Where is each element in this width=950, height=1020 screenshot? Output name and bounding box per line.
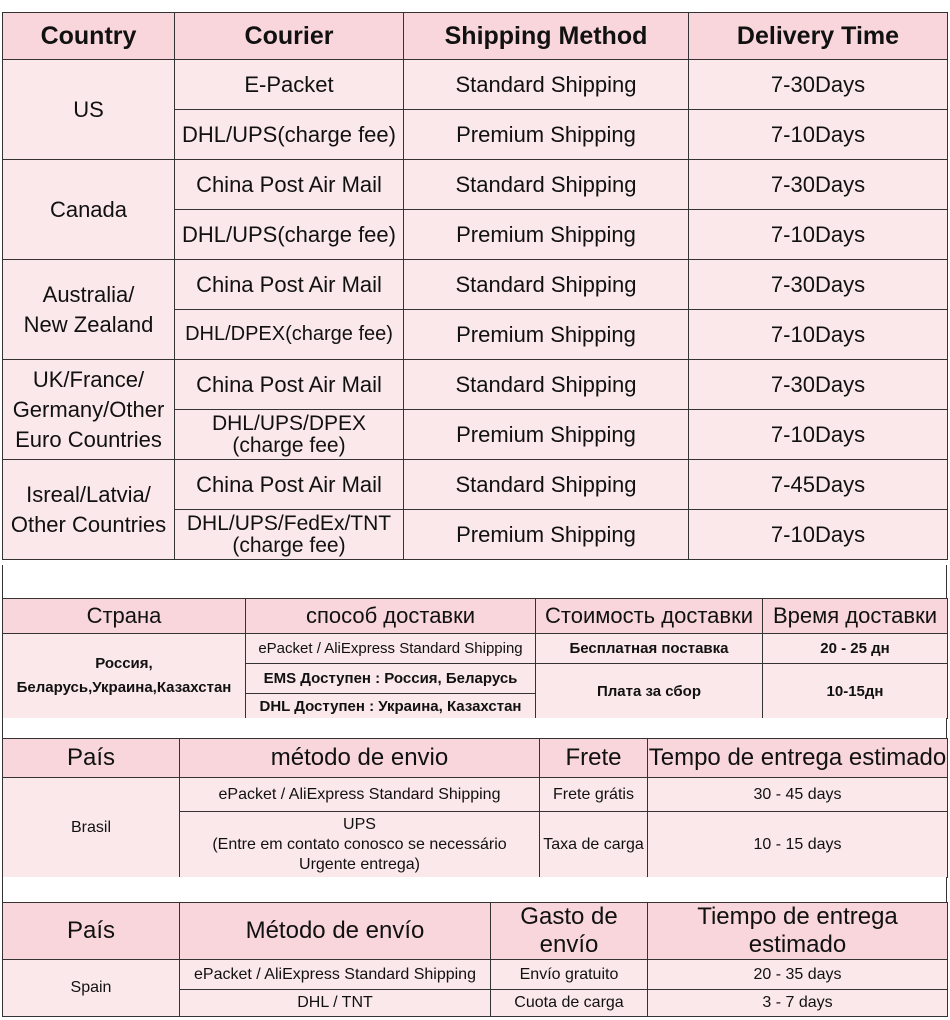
- cost-cell: Плата за сбор: [536, 664, 763, 719]
- table-spacer: [2, 718, 947, 738]
- table-row: [3, 160, 948, 210]
- country-cell: Australia/ New Zealand: [3, 260, 175, 360]
- method-cell: Premium Shipping: [404, 110, 689, 160]
- courier-cell: China Post Air Mail: [175, 360, 404, 410]
- method-cell: DHL Доступен : Украина, Казахстан: [246, 694, 536, 719]
- country-cell: Spain: [3, 960, 180, 1017]
- table-spacer: [2, 565, 947, 598]
- method-cell: Premium Shipping: [404, 310, 689, 360]
- time-cell: 7-10Days: [689, 210, 948, 260]
- courier-cell: DHL/DPEX(charge fee): [175, 310, 404, 360]
- header-shipping-method: método de envio: [180, 739, 540, 778]
- table-row: [3, 960, 948, 990]
- header-country: País: [3, 739, 180, 778]
- method-cell: ePacket / AliExpress Standard Shipping: [246, 634, 536, 664]
- table-row: [3, 634, 948, 664]
- table-row: [3, 260, 948, 310]
- table-row: [3, 460, 948, 510]
- country-cell: Россия, Беларусь,Украина,Казахстан: [3, 634, 246, 719]
- method-cell: ePacket / AliExpress Standard Shipping: [180, 960, 491, 990]
- shipping-table-russian: [2, 598, 948, 719]
- time-cell: 10-15дн: [763, 664, 948, 719]
- method-cell: Standard Shipping: [404, 160, 689, 210]
- time-cell: 20 - 35 days: [648, 960, 948, 990]
- courier-cell: DHL/UPS(charge fee): [175, 110, 404, 160]
- header-shipping-method: Método de envío: [180, 903, 491, 960]
- method-cell: Premium Shipping: [404, 510, 689, 560]
- country-cell: US: [3, 60, 175, 160]
- time-cell: 7-10Days: [689, 310, 948, 360]
- time-cell: 7-45Days: [689, 460, 948, 510]
- header-shipping-cost: Gasto de envío: [491, 903, 648, 960]
- header-delivery-time: Delivery Time: [689, 13, 948, 60]
- header-delivery-time: Tiempo de entrega estimado: [648, 903, 948, 960]
- header-shipping-method: Shipping Method: [404, 13, 689, 60]
- courier-cell: DHL/UPS/FedEx/TNT (charge fee): [175, 510, 404, 560]
- country-cell: Isreal/Latvia/ Other Countries: [3, 460, 175, 560]
- header-country: País: [3, 903, 180, 960]
- header-shipping-cost: Frete: [540, 739, 648, 778]
- courier-cell: E-Packet: [175, 60, 404, 110]
- table-row: [3, 360, 948, 410]
- time-cell: 7-10Days: [689, 510, 948, 560]
- courier-cell: China Post Air Mail: [175, 460, 404, 510]
- table-header-row: [3, 599, 948, 634]
- table-header-row: [3, 13, 948, 60]
- method-cell: EMS Доступен : Россия, Беларусь: [246, 664, 536, 694]
- cost-cell: Cuota de carga: [491, 990, 648, 1017]
- time-cell: 7-10Days: [689, 410, 948, 460]
- shipping-table-english: [2, 12, 948, 560]
- cost-cell: Frete grátis: [540, 778, 648, 812]
- time-cell: 3 - 7 days: [648, 990, 948, 1017]
- method-cell: Standard Shipping: [404, 60, 689, 110]
- table-header-row: [3, 903, 948, 960]
- courier-cell: China Post Air Mail: [175, 160, 404, 210]
- shipping-table-portuguese: [2, 738, 948, 878]
- cost-cell: Бесплатная поставка: [536, 634, 763, 664]
- country-cell: Canada: [3, 160, 175, 260]
- table-spacer: [2, 877, 947, 902]
- courier-cell: DHL/UPS(charge fee): [175, 210, 404, 260]
- time-cell: 7-30Days: [689, 360, 948, 410]
- time-cell: 7-30Days: [689, 160, 948, 210]
- method-cell: Premium Shipping: [404, 410, 689, 460]
- method-cell: Standard Shipping: [404, 460, 689, 510]
- country-cell: Brasil: [3, 778, 180, 878]
- method-cell: UPS (Entre em contato conosco se necessário Urgente entrega): [180, 812, 540, 878]
- time-cell: 20 - 25 дн: [763, 634, 948, 664]
- header-shipping-method: способ доставки: [246, 599, 536, 634]
- header-delivery-time: Время доставки: [763, 599, 948, 634]
- table-row: [3, 60, 948, 110]
- time-cell: 7-10Days: [689, 110, 948, 160]
- country-cell: UK/France/ Germany/Other Euro Countries: [3, 360, 175, 460]
- header-delivery-time: Tempo de entrega estimado: [648, 739, 948, 778]
- table-row: [3, 778, 948, 812]
- time-cell: 7-30Days: [689, 260, 948, 310]
- method-cell: Standard Shipping: [404, 260, 689, 310]
- method-cell: Premium Shipping: [404, 210, 689, 260]
- time-cell: 7-30Days: [689, 60, 948, 110]
- method-cell: DHL / TNT: [180, 990, 491, 1017]
- header-shipping-cost: Стоимость доставки: [536, 599, 763, 634]
- courier-cell: China Post Air Mail: [175, 260, 404, 310]
- shipping-table-spanish: [2, 902, 948, 1017]
- time-cell: 10 - 15 days: [648, 812, 948, 878]
- time-cell: 30 - 45 days: [648, 778, 948, 812]
- method-cell: ePacket / AliExpress Standard Shipping: [180, 778, 540, 812]
- header-courier: Courier: [175, 13, 404, 60]
- method-cell: Standard Shipping: [404, 360, 689, 410]
- header-country: Country: [3, 13, 175, 60]
- header-country: Страна: [3, 599, 246, 634]
- table-header-row: [3, 739, 948, 778]
- cost-cell: Envío gratuito: [491, 960, 648, 990]
- cost-cell: Taxa de carga: [540, 812, 648, 878]
- courier-cell: DHL/UPS/DPEX (charge fee): [175, 410, 404, 460]
